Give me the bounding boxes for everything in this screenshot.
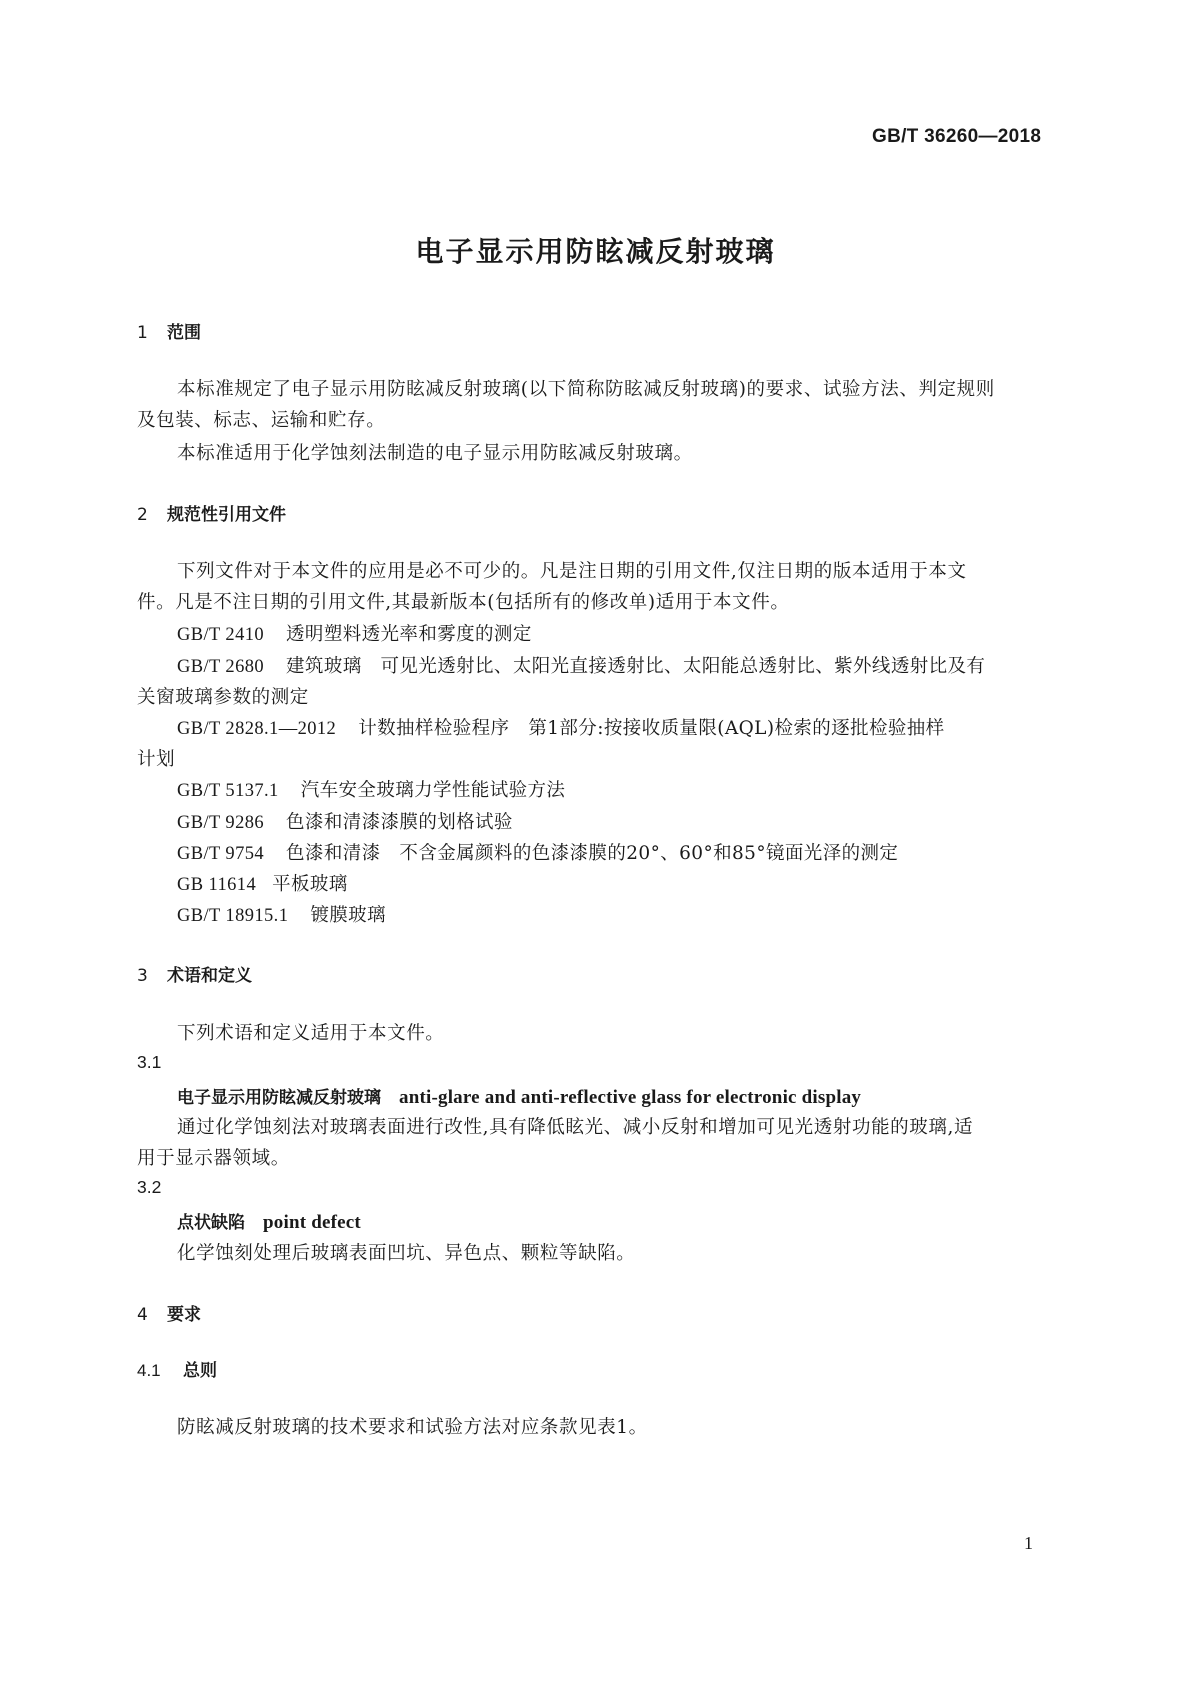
paragraph-line: 本标准规定了电子显示用防眩减反射玻璃(以下简称防眩减反射玻璃)的要求、试验方法、判定规则	[177, 379, 995, 400]
reference-title: 色漆和清漆 不含金属颜料的色漆漆膜的20°、60°和85°镜面光泽的测定	[286, 843, 899, 864]
reference-title: 平板玻璃	[272, 874, 348, 895]
reference-code: GB 11614	[177, 875, 257, 895]
subsection-number: 4.1	[137, 1361, 161, 1380]
reference-code: GB/T 2410	[177, 625, 265, 645]
term-en: point defect	[263, 1212, 361, 1233]
term-zh: 电子显示用防眩减反射玻璃	[177, 1088, 381, 1108]
reference-item	[177, 652, 985, 678]
reference-item	[177, 808, 513, 834]
standard-number: GB/T 36260—2018	[872, 126, 1042, 147]
section-number: 3	[137, 966, 148, 986]
section-title: 要求	[167, 1305, 201, 1325]
reference-title: 建筑玻璃 可见光透射比、太阳光直接透射比、太阳能总透射比、紫外线透射比及有	[286, 656, 986, 677]
section-title: 范围	[167, 323, 201, 343]
reference-continuation: 关窗玻璃参数的测定	[137, 687, 309, 708]
term-zh: 点状缺陷	[177, 1213, 245, 1233]
term-heading	[177, 1208, 361, 1234]
section-number: 4	[137, 1305, 148, 1325]
section-title: 规范性引用文件	[167, 505, 286, 525]
reference-code: GB/T 9754	[177, 844, 265, 864]
paragraph-line: 防眩减反射玻璃的技术要求和试验方法对应条款见表1。	[177, 1417, 648, 1438]
term-heading	[177, 1083, 861, 1109]
reference-title: 色漆和清漆漆膜的划格试验	[286, 812, 513, 833]
term-en: anti-glare and anti-reflective glass for electronic display	[399, 1087, 862, 1108]
reference-title: 透明塑料透光率和雾度的测定	[286, 624, 532, 645]
reference-item	[177, 714, 945, 740]
reference-item	[177, 901, 386, 927]
reference-title: 镀膜玻璃	[310, 905, 386, 926]
reference-code: GB/T 2680	[177, 657, 265, 677]
section-title: 术语和定义	[167, 966, 252, 986]
section-number: 2	[137, 505, 148, 525]
definition-line: 化学蚀刻处理后玻璃表面凹坑、异色点、颗粒等缺陷。	[177, 1243, 636, 1264]
section-number: 1	[137, 323, 148, 343]
reference-item	[177, 870, 348, 896]
subsection-title: 总则	[183, 1361, 217, 1381]
subsection-4-1-heading	[137, 1356, 217, 1381]
reference-title: 计数抽样检验程序 第1部分:按接收质量限(AQL)检索的逐批检验抽样	[358, 718, 945, 739]
paragraph-line: 下列术语和定义适用于本文件。	[177, 1023, 445, 1044]
section-2-heading	[137, 500, 286, 525]
reference-title: 汽车安全玻璃力学性能试验方法	[300, 780, 566, 801]
definition-line: 用于显示器领域。	[137, 1148, 290, 1169]
document-title: 电子显示用防眩减反射玻璃	[415, 235, 776, 268]
term-number: 3.1	[137, 1052, 162, 1072]
section-1-heading	[137, 318, 201, 343]
paragraph-line: 及包装、标志、运输和贮存。	[137, 410, 386, 431]
paragraph-line: 本标准适用于化学蚀刻法制造的电子显示用防眩减反射玻璃。	[177, 443, 693, 464]
reference-code: GB/T 2828.1—2012	[177, 719, 337, 739]
reference-continuation: 计划	[137, 749, 176, 770]
paragraph-line: 件。凡是不注日期的引用文件,其最新版本(包括所有的修改单)适用于本文件。	[137, 592, 790, 613]
section-4-heading	[137, 1300, 201, 1325]
section-3-heading	[137, 961, 252, 986]
reference-item	[177, 620, 532, 646]
reference-item	[177, 839, 898, 865]
reference-code: GB/T 5137.1	[177, 781, 279, 801]
reference-item	[177, 776, 565, 802]
reference-code: GB/T 18915.1	[177, 906, 289, 926]
paragraph-line: 下列文件对于本文件的应用是必不可少的。凡是注日期的引用文件,仅注日期的版本适用于本文	[177, 561, 967, 582]
reference-code: GB/T 9286	[177, 813, 265, 833]
page-number: 1	[1024, 1533, 1033, 1553]
definition-line: 通过化学蚀刻法对玻璃表面进行改性,具有降低眩光、减小反射和增加可见光透射功能的玻璃,适	[177, 1117, 974, 1138]
term-number: 3.2	[137, 1177, 162, 1197]
